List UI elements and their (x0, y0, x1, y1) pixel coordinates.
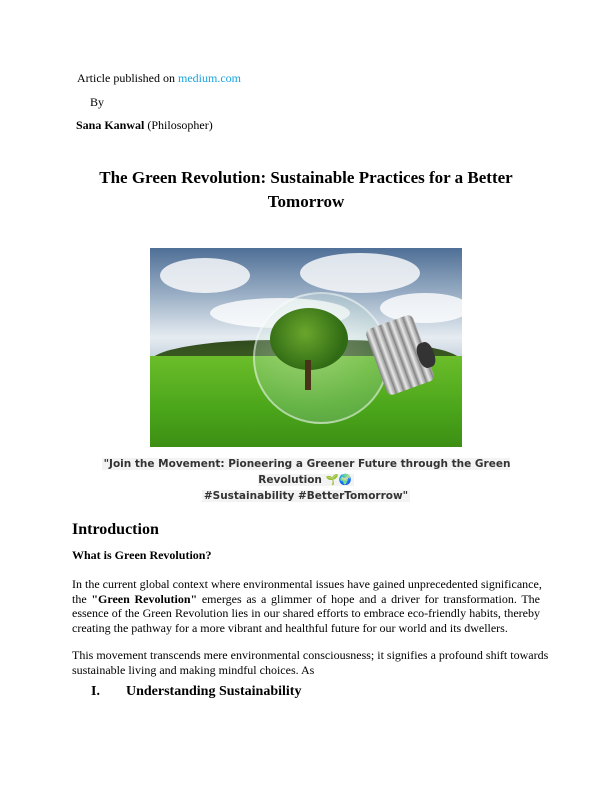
author-line (76, 118, 213, 133)
medium-link[interactable]: medium.com (177, 71, 241, 85)
intro-paragraph-2: This movement transcends mere environmental consciousness; it signifies a profound shift towards sustainable living and making mindful choices. As (72, 648, 549, 677)
author-name: Sana Kanwal (76, 118, 145, 132)
introduction-heading: Introduction (72, 521, 159, 538)
lightbulb-tree-image (150, 248, 462, 447)
author-role: (Philosopher) (144, 118, 213, 132)
intro-paragraph-1: In the current global context where environmental issues have gained unprecedented significance, the "Green Revolution" emerges as a glimmer of hope and a driver for transformation. The essence of the Green Revolution lies in our shared efforts to embrace eco-friendly habits, thereby creating the pathway for a more vibrant and healthful future for our world and its dwellers. (72, 577, 542, 635)
article-title: The Green Revolution: Sustainable Practices for a Better Tomorrow (99, 168, 513, 211)
by-label: By (90, 95, 105, 109)
section-heading: Understanding Sustainability (126, 684, 302, 699)
subheading: What is Green Revolution? (72, 548, 212, 562)
section-numeral: I. (91, 684, 100, 699)
published-line: Article published on medium.com (77, 71, 241, 85)
image-caption: "Join the Movement: Pioneering a Greener Future through the Green Revolution 🌱🌍 #Sustainability #BetterTomorrow" (103, 458, 511, 502)
